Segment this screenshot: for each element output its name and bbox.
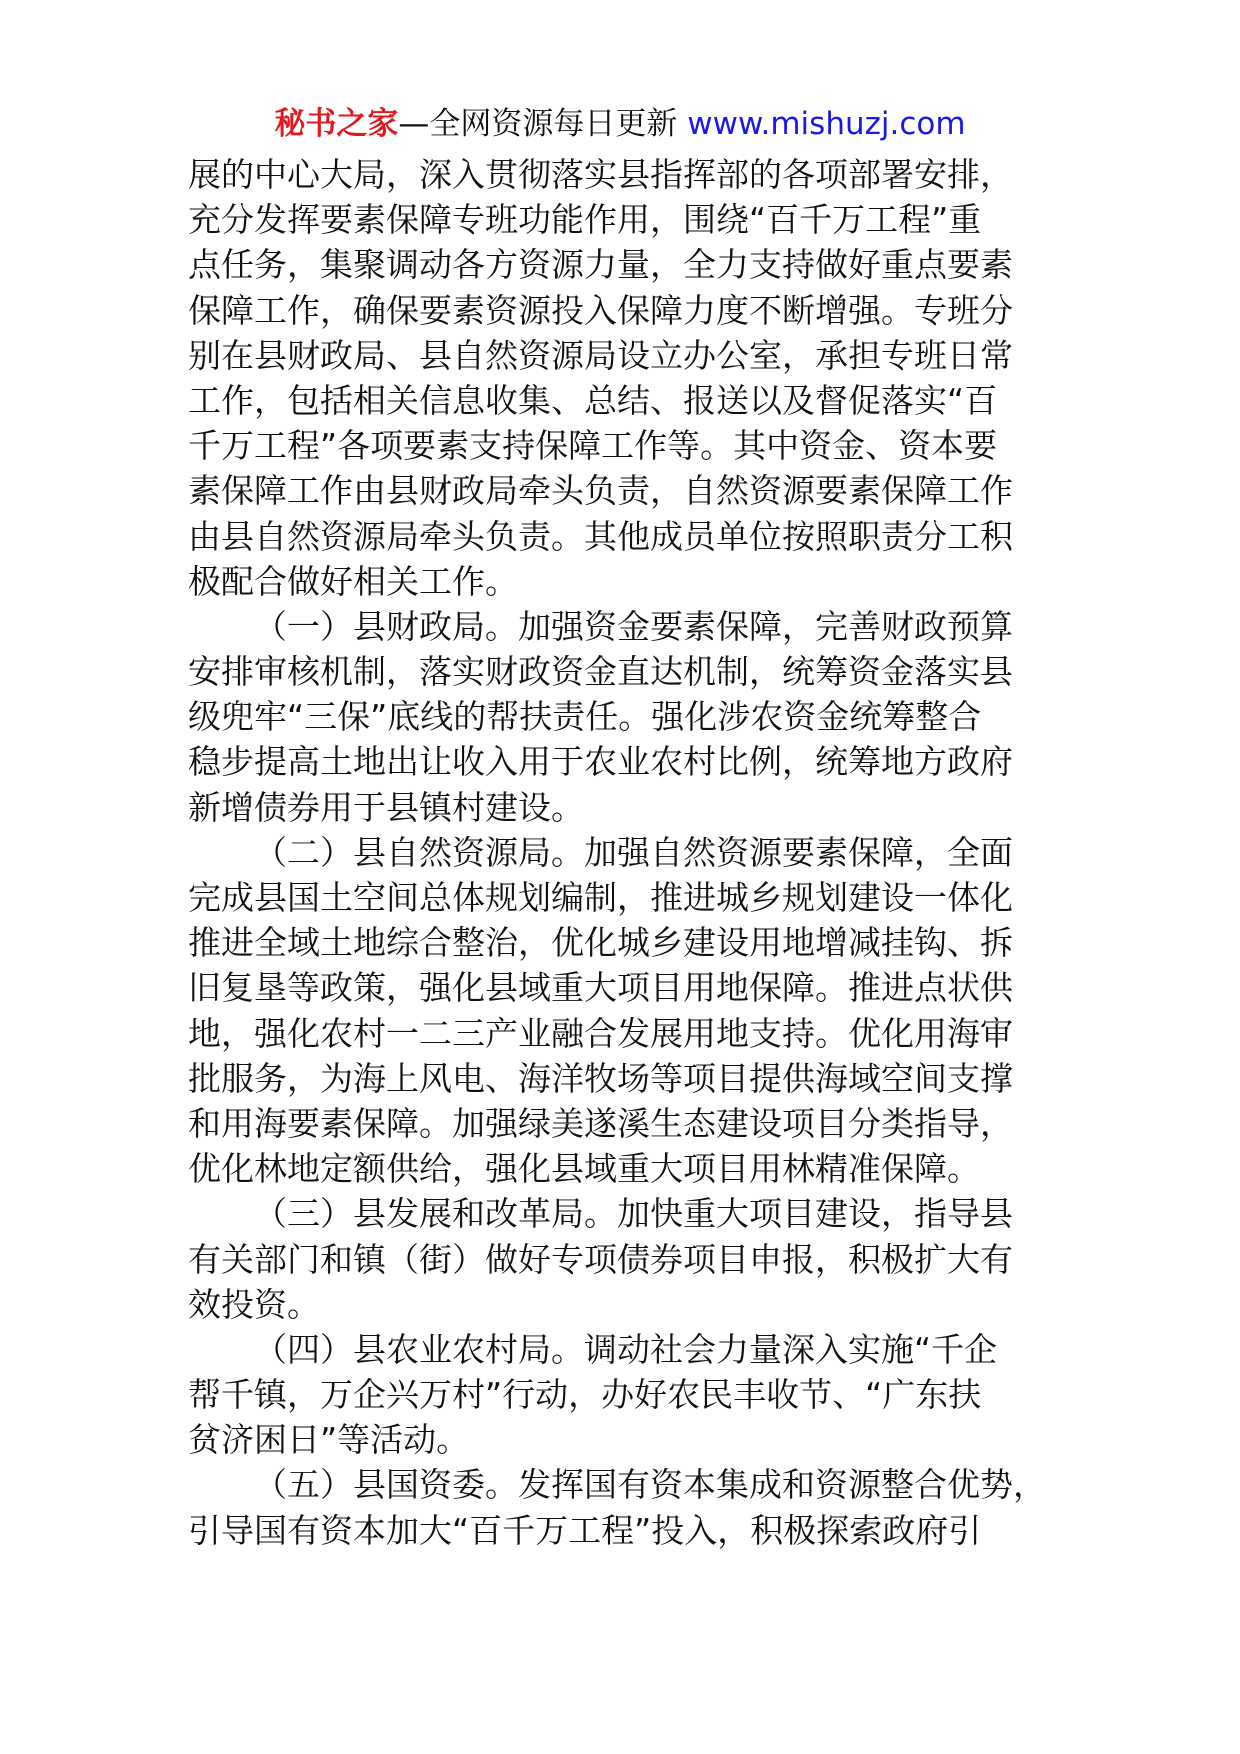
body-line: 推进全域土地综合整治，优化城乡建设用地增减挂钩、拆: [188, 923, 1013, 963]
body-line: 完成县国土空间总体规划编制，推进城乡规划建设一体化: [188, 878, 1013, 917]
body-line: 别在县财政局、县自然资源局设立办公室，承担专班日常: [188, 335, 1013, 375]
body-line: 和用海要素保障。加强绿美遂溪生态建设项目分类指导，: [188, 1103, 1013, 1143]
body-line: 贫济困日”等活动。: [188, 1420, 470, 1460]
body-line: 引导国有资本加大“百千万工程”投入，积极探索政府引: [188, 1510, 982, 1550]
body-line: 素保障工作由县财政局牵头负责，自然资源要素保障工作: [188, 471, 1013, 511]
site-url-link[interactable]: www.mishuzj.com: [687, 106, 966, 142]
site-header: [0, 104, 1240, 144]
body-line: 稳步提高土地出让收入用于农业农村比例，统筹地方政府: [188, 742, 1013, 782]
brand-name: 秘书之家: [274, 106, 399, 142]
body-line: 旧复垦等政策，强化县域重大项目用地保障。推进点状供: [188, 968, 1013, 1008]
body-line: 充分发挥要素保障专班功能作用，围绕“百千万工程”重: [188, 200, 982, 240]
section-heading-line: （二）县自然资源局。加强自然资源要素保障，全面: [254, 832, 1013, 872]
body-line: 极配合做好相关工作。: [188, 561, 518, 601]
section-heading-line: （四）县农业农村局。调动社会力量深入实施“千企: [254, 1329, 998, 1369]
body-line: 地，强化农村一二三产业融合发展用地支持。优化用海审: [188, 1013, 1013, 1053]
section-heading-line: （五）县国资委。发挥国有资本集成和资源整合优势，: [254, 1465, 1046, 1505]
body-line: 点任务，集聚调动各方资源力量，全力支持做好重点要素: [188, 245, 1013, 285]
section-heading-line: （三）县发展和改革局。加快重大项目建设，指导县: [254, 1194, 1013, 1234]
body-line: 由县自然资源局牵头负责。其他成员单位按照职责分工积: [188, 516, 1013, 556]
body-line: 帮千镇，万企兴万村”行动，办好农民丰收节、“广东扶: [188, 1375, 982, 1415]
body-line: 优化林地定额供给，强化县域重大项目用林精准保障。: [188, 1149, 980, 1189]
body-line: 千万工程”各项要素支持保障工作等。其中资金、资本要: [188, 426, 998, 466]
body-line: 批服务，为海上风电、海洋牧场等项目提供海域空间支撑: [188, 1058, 1013, 1098]
body-line: 级兜牢“三保”底线的帮扶责任。强化涉农资金统筹整合: [188, 697, 982, 737]
document-body: [188, 152, 1068, 1553]
body-line: 新增债券用于县镇村建设。: [188, 787, 584, 827]
body-line: 安排审核机制，落实财政资金直达机制，统筹资金落实县: [188, 652, 1013, 692]
body-line: 保障工作，确保要素资源投入保障力度不断增强。专班分: [188, 290, 1013, 330]
section-heading-line: （一）县财政局。加强资金要素保障，完善财政预算: [254, 606, 1013, 646]
header-tagline: —全网资源每日更新: [398, 106, 688, 142]
body-line: 展的中心大局，深入贯彻落实县指挥部的各项部署安排，: [188, 155, 1013, 194]
body-line: 工作，包括相关信息收集、总结、报送以及督促落实“百: [188, 380, 998, 420]
body-line: 有关部门和镇（街）做好专项债券项目申报，积极扩大有: [188, 1239, 1013, 1279]
body-line: 效投资。: [188, 1284, 320, 1324]
